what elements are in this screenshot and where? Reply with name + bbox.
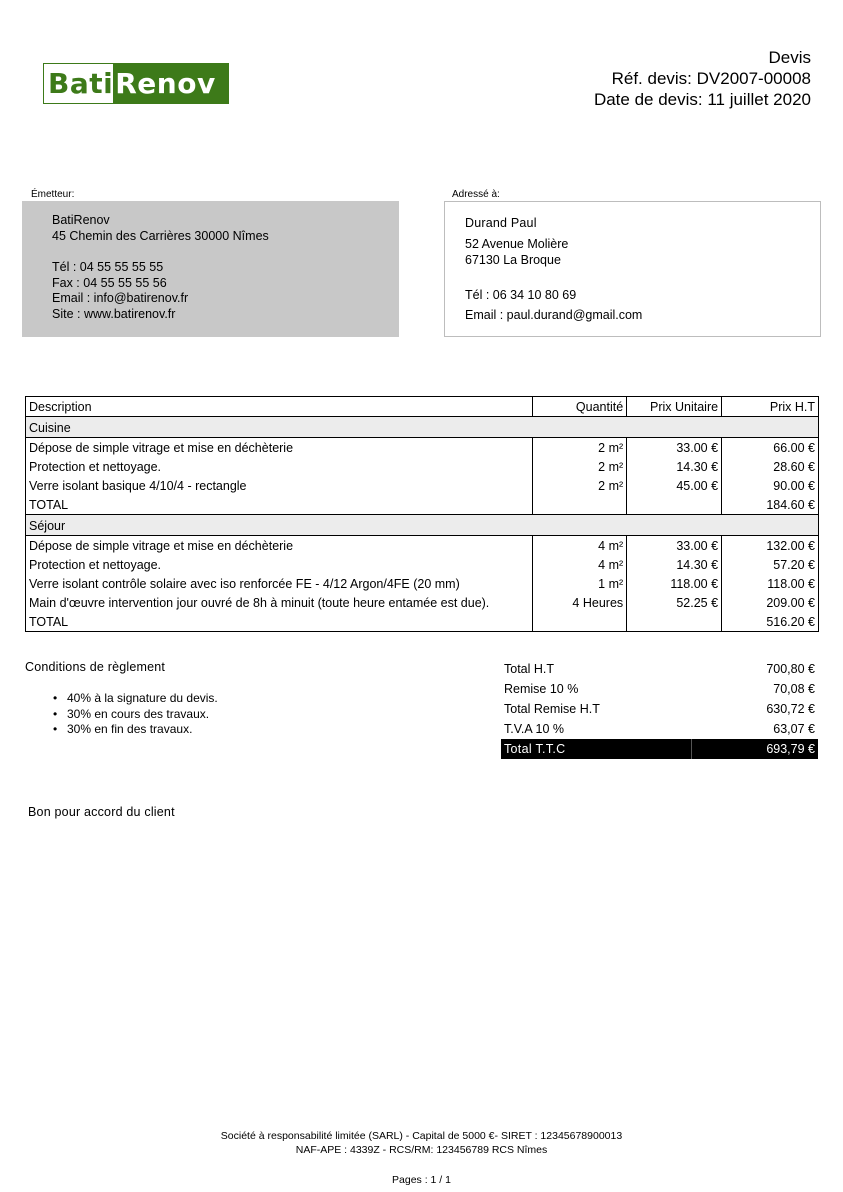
summary-row	[501, 659, 818, 679]
total-label: TOTAL	[29, 498, 69, 512]
item-quantity: 4 Heures	[533, 593, 627, 612]
list-item: • 30% en fin des travaux.	[53, 722, 218, 738]
recipient-box	[444, 201, 821, 337]
emitter-fax: Fax : 04 55 55 55 56	[52, 275, 167, 290]
item-description: Dépose de simple vitrage et mise en déchèterie	[29, 441, 294, 455]
item-quantity: 4 m²	[533, 536, 627, 556]
grand-total-label: Total T.T.C	[501, 739, 691, 759]
item-description: Protection et nettoyage.	[29, 558, 162, 572]
table-row	[26, 593, 819, 612]
item-quantity: 1 m²	[533, 574, 627, 593]
section-header-row	[26, 515, 819, 536]
summary-row	[501, 719, 818, 739]
summary-value: 630,72 €	[766, 702, 815, 716]
emitter-tel: Tél : 04 55 55 55 55	[52, 259, 164, 274]
summary-label: T.V.A 10 %	[504, 722, 564, 736]
item-unit-price: 33.00 €	[627, 438, 722, 458]
item-price-ht: 118.00 €	[722, 574, 819, 593]
item-unit-price: 45.00 €	[627, 476, 722, 495]
table-header-row	[26, 397, 819, 417]
section-header-row	[26, 417, 819, 438]
totals-summary	[501, 659, 818, 759]
logo-text-bati: Bati	[44, 64, 113, 103]
quote-reference: Réf. devis: DV2007-00008	[611, 69, 811, 88]
item-unit-price: 33.00 €	[627, 536, 722, 556]
item-price-ht: 90.00 €	[722, 476, 819, 495]
emitter-email: Email : info@batirenov.fr	[52, 291, 189, 306]
item-unit-price: 14.30 €	[627, 457, 722, 476]
summary-label: Total H.T	[504, 662, 555, 676]
summary-row	[501, 699, 818, 719]
item-description: Verre isolant basique 4/10/4 - rectangle	[29, 479, 247, 493]
table-row	[26, 438, 819, 458]
emitter-label: Émetteur:	[31, 189, 75, 200]
section-total-value: 184.60 €	[722, 495, 819, 515]
item-quantity: 2 m²	[533, 476, 627, 495]
column-header-price-ht: Prix H.T	[722, 397, 819, 417]
column-header-quantity: Quantité	[533, 397, 627, 417]
section-title: Cuisine	[26, 417, 819, 438]
section-total-row	[26, 495, 819, 515]
recipient-label: Adressé à:	[452, 189, 500, 200]
emitter-name: BatiRenov	[52, 213, 110, 227]
footer-legal-line1: Société à responsabilité limitée (SARL) - Capital de 5000 €- SIRET : 12345678900013	[220, 1130, 623, 1142]
emitter-box	[22, 201, 399, 337]
recipient-email: Email : paul.durand@gmail.com	[465, 308, 643, 322]
item-description: Main d'œuvre intervention jour ouvré de 8h à minuit (toute heure entamée est due).	[29, 596, 490, 610]
list-item: • 40% à la signature du devis.	[53, 691, 218, 707]
recipient-name: Durand Paul	[465, 216, 537, 230]
item-quantity: 2 m²	[533, 457, 627, 476]
quote-items-table	[25, 396, 819, 632]
list-item: • 30% en cours des travaux.	[53, 707, 218, 723]
summary-label: Total Remise H.T	[504, 702, 600, 716]
document-type: Devis	[768, 48, 811, 67]
item-description: Verre isolant contrôle solaire avec iso renforcée FE - 4/12 Argon/4FE (20 mm)	[29, 577, 460, 591]
section-title: Séjour	[26, 515, 819, 536]
table-row	[26, 476, 819, 495]
section-sejour	[26, 515, 819, 632]
item-unit-price: 14.30 €	[627, 555, 722, 574]
payment-conditions-title: Conditions de règlement	[25, 660, 166, 674]
column-header-unit-price: Prix Unitaire	[627, 397, 722, 417]
quote-date: Date de devis: 11 juillet 2020	[593, 90, 811, 109]
section-cuisine	[26, 417, 819, 515]
item-quantity: 2 m²	[533, 438, 627, 458]
column-header-description: Description	[26, 397, 533, 417]
page-number: Pages : 1 / 1	[392, 1174, 451, 1186]
table-row	[26, 536, 819, 556]
recipient-address-line2: 67130 La Broque	[465, 253, 561, 267]
item-price-ht: 132.00 €	[722, 536, 819, 556]
grand-total-value: 693,79 €	[691, 739, 818, 759]
summary-row	[501, 679, 818, 699]
summary-value: 70,08 €	[773, 682, 815, 696]
table-row	[26, 457, 819, 476]
client-approval-label: Bon pour accord du client	[28, 805, 175, 819]
item-price-ht: 209.00 €	[722, 593, 819, 612]
item-price-ht: 57.20 €	[722, 555, 819, 574]
recipient-tel: Tél : 06 34 10 80 69	[465, 288, 577, 302]
item-price-ht: 28.60 €	[722, 457, 819, 476]
total-label: TOTAL	[29, 615, 69, 629]
footer-legal-line2: NAF-APE : 4339Z - RCS/RM: 123456789 RCS Nîmes	[295, 1144, 548, 1156]
grand-total-row	[501, 739, 818, 759]
item-description: Dépose de simple vitrage et mise en déchèterie	[29, 539, 294, 553]
table-row	[26, 555, 819, 574]
section-total-row	[26, 612, 819, 632]
emitter-site: Site : www.batirenov.fr	[52, 307, 176, 322]
emitter-address: 45 Chemin des Carrières 30000 Nîmes	[52, 228, 269, 243]
item-quantity: 4 m²	[533, 555, 627, 574]
company-logo	[43, 63, 229, 104]
item-unit-price: 118.00 €	[627, 574, 722, 593]
summary-label: Remise 10 %	[504, 682, 579, 696]
section-total-value: 516.20 €	[722, 612, 819, 632]
summary-value: 700,80 €	[766, 662, 815, 676]
item-unit-price: 52.25 €	[627, 593, 722, 612]
table-row	[26, 574, 819, 593]
summary-value: 63,07 €	[773, 722, 815, 736]
item-description: Protection et nettoyage.	[29, 460, 162, 474]
recipient-address-line1: 52 Avenue Molière	[465, 237, 569, 251]
item-price-ht: 66.00 €	[722, 438, 819, 458]
payment-conditions-list	[53, 691, 218, 738]
logo-text-renov: Renov	[113, 64, 228, 103]
